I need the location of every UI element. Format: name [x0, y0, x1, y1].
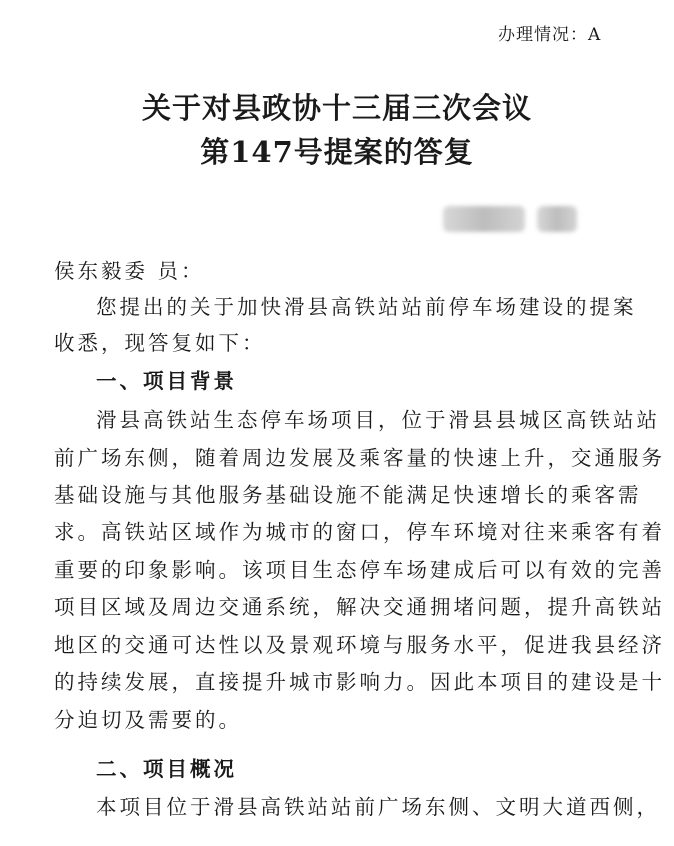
section-1-line: 分迫切及需要的。 [54, 708, 242, 732]
salutation: 侯东毅委 员： [54, 259, 205, 283]
section-1-line: 地区的交通可达性以及景观环境与服务水平，促进我县经济 [54, 633, 665, 657]
section-1-line: 滑县高铁站生态停车场项目，位于滑县县城区高铁站站 [96, 408, 660, 432]
status-label: 办理情况：A [498, 25, 602, 45]
section-1-line: 的持续发展，直接提升城市影响力。因此本项目的建设是十 [54, 670, 665, 694]
section-1-line: 求。高铁站区域作为城市的窗口，停车环境对往来乘客有着 [54, 520, 665, 544]
section-1-line: 前广场东侧，随着周边发展及乘客量的快速上升，交通服务 [54, 446, 665, 470]
intro-line-2: 收悉，现答复如下： [54, 331, 266, 355]
redacted-document-number [443, 206, 525, 232]
section-2-heading: 二、项目概况 [96, 757, 237, 781]
redacted-document-date [537, 206, 577, 232]
intro-line-1: 您提出的关于加快滑县高铁站站前停车场建设的提案 [96, 295, 637, 319]
document-title-line-1: 关于对县政协十三届三次会议 [141, 91, 532, 125]
section-1-heading: 一、项目背景 [96, 369, 237, 393]
section-2-line: 本项目位于滑县高铁站站前广场东侧、文明大道西侧， [96, 795, 660, 819]
document-title-line-2: 第147号提案的答复 [200, 135, 474, 169]
section-1-line: 项目区域及周边交通系统，解决交通拥堵问题，提升高铁站 [54, 595, 665, 619]
section-1-line: 重要的印象影响。该项目生态停车场建成后可以有效的完善 [54, 558, 665, 582]
section-1-line: 基础设施与其他服务基础设施不能满足快速增长的乘客需 [54, 483, 642, 507]
